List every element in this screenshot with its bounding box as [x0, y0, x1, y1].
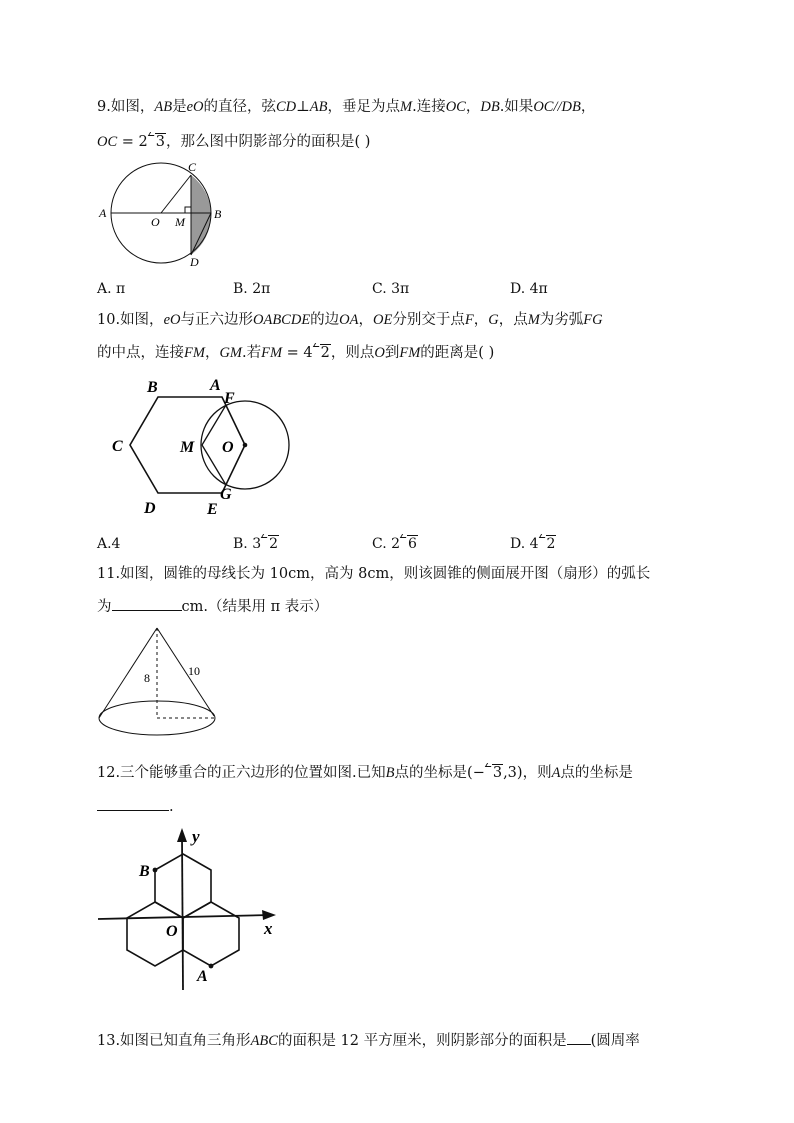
q13-stem-line1: 13.如图已知直角三角形ABC的面积是 12 平方厘米，则阴影部分的面积是 (圆周率: [97, 1030, 640, 1051]
q12-point-a: [209, 964, 214, 969]
q10-option-d[interactable]: D. 4 2: [510, 536, 556, 552]
q12-y-arrow: [177, 828, 187, 842]
q10-label-d: D: [144, 500, 156, 517]
q9-label-d: D: [190, 255, 199, 269]
q11-slant-label: 10: [188, 664, 200, 678]
q10-label-a: A: [210, 377, 221, 394]
q10-label-b: B: [147, 379, 158, 396]
q12-hexagon-right: [183, 902, 239, 966]
q12-stem-line1: 12.三个能够重合的正六边形的位置如图.已知B点的坐标是(− 3,3)，则A点的坐标是: [97, 765, 633, 781]
q9-label-m: M: [175, 215, 185, 229]
q9-option-a[interactable]: A. π: [97, 281, 126, 297]
q11-height-label: 8: [144, 671, 150, 685]
q10-label-c: C: [112, 438, 123, 455]
q10-label-o: O: [222, 439, 234, 456]
q10-label-m: M: [180, 439, 195, 456]
q12-label-b: B: [139, 863, 150, 880]
q13-answer-blank[interactable]: [567, 1030, 591, 1045]
q12-stem-line2: .: [97, 796, 174, 817]
q11-stem-line2: 为 cm.（结果用 π 表示）: [97, 596, 328, 617]
q10-option-a[interactable]: A.4: [97, 536, 121, 552]
q10-stem-line2: 的中点，连接FM，GM.若FM = 4 2，则点O到FM的距离是( ): [97, 345, 495, 361]
q9-label-o: O: [151, 215, 160, 229]
q12-point-b: [153, 868, 158, 873]
q12-x-axis: [98, 915, 270, 919]
q10-label-f: F: [224, 390, 235, 407]
q9-label-a: A: [99, 206, 107, 220]
q12-label-x: x: [264, 919, 273, 938]
q10-label-e: E: [207, 501, 218, 518]
q12-label-y: y: [192, 827, 200, 846]
q12-y-axis: [182, 836, 183, 990]
q10-option-b[interactable]: B. 3 2: [233, 536, 279, 552]
q9-stem-line1: 9.如图，AB是eO的直径，弦CD⊥AB，垂足为点M.连接OC，DB.如果OC//DB，: [97, 99, 596, 115]
q10-label-g: G: [220, 486, 232, 503]
q9-option-d[interactable]: D. 4π: [510, 281, 548, 297]
q10-stem-line1: 10.如图，eO与正六边形OABCDE的边OA，OE分别交于点F，G，点M为劣弧FG: [97, 312, 603, 328]
q12-label-o: O: [166, 923, 178, 940]
q9-option-b[interactable]: B. 2π: [233, 281, 271, 297]
q12-label-a: A: [197, 968, 208, 985]
q9-option-c[interactable]: C. 3π: [372, 281, 410, 297]
q11-stem-line1: 11.如图，圆锥的母线长为 10cm，高为 8cm，则该圆锥的侧面展开图（扇形）的弧长: [97, 566, 651, 582]
q9-label-c: C: [188, 160, 197, 174]
q10-option-c[interactable]: C. 2 6: [372, 536, 417, 552]
q9-stem-line2: OC = 2 3，那么图中阴影部分的面积是( ): [97, 134, 371, 150]
q9-label-b: B: [214, 207, 222, 221]
